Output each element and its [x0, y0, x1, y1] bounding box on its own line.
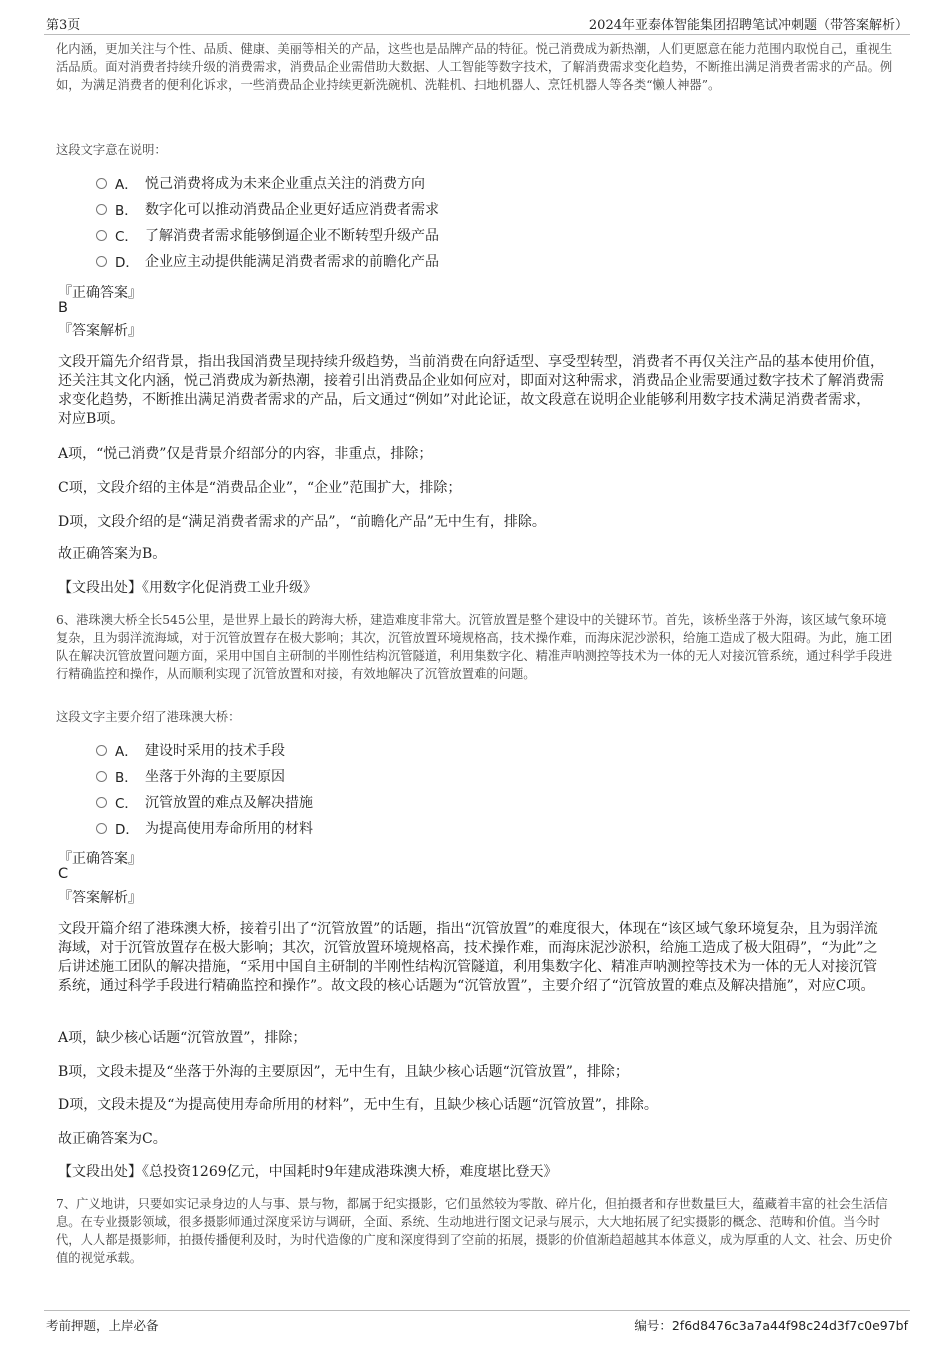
q6-option-c[interactable]: C． 沉管放置的难点及解决措施 — [96, 789, 313, 815]
q6-correct-answer: C — [58, 866, 69, 882]
page-number: 第3页 — [46, 18, 81, 33]
q6-line-a: A项，缺少核心话题“沉管放置”，排除； — [58, 1030, 307, 1046]
q5-option-c[interactable]: C． 了解消费者需求能够倒逼企业不断转型升级产品 — [96, 222, 439, 248]
q5-passage: 化内涵，更加关注与个性、品质、健康、美丽等相关的产品，这些也是品牌产品的特征。悦己消费成为新热潮，人们更愿意在能力范围内取悦自己，重视生活品质。面对消费者持续升级的消费需求，消费品企业需借助大数据、人工智能等数字技术，了解消费需求变化趋势，不断推出满足消费者需求的产品。例如，为满足消费者的便利化诉求，一些消费品企业持续更新洗碗机、洗鞋机、扫地机器人、烹饪机器人等各类“懒人神器”。 — [56, 42, 893, 92]
q5-final-answer: 故正确答案为B。 — [58, 546, 167, 562]
radio-icon[interactable] — [96, 204, 107, 215]
document-code-label: 编号： — [634, 1318, 672, 1333]
q5-prompt: 这段文字意在说明： — [56, 143, 167, 157]
q6-passage: 6、港珠澳大桥全长545公里，是世界上最长的跨海大桥，建造难度非常大。沉管放置是整个建设中的关键环节。首先，该桥坐落于外海，该区域气象环境复杂，且为弱洋流海域，对于沉管放置存在极大影响；其次，沉管放置环境规格高，技术操作难，而海床泥沙淤积，给施工造成了极大阻碍。为此，施工团队在解决沉管放置问题方面，采用中国自主研制的半刚性结构沉管隧道，利用集数字化、精准声呐测控等技术为一体的无人对接沉管系统，通过科学手段进行精确监控和操作，从而顺利实现了沉管放置和对接，有效地解决了沉管放置难的问题。 — [56, 613, 893, 681]
q5-analysis-label: 『答案解析』 — [58, 323, 142, 339]
q6-option-a[interactable]: A． 建设时采用的技术手段 — [96, 737, 313, 763]
q5-option-b[interactable]: B． 数字化可以推动消费品企业更好适应消费者需求 — [96, 196, 439, 222]
q6-analysis-label: 『答案解析』 — [58, 890, 142, 906]
document-code-value: 2f6d8476c3a7a44f98c24d3f7c0e97bf — [671, 1318, 908, 1333]
radio-icon[interactable] — [96, 230, 107, 241]
q6-final-answer: 故正确答案为C。 — [58, 1131, 167, 1147]
radio-icon[interactable] — [96, 823, 107, 834]
q5-line-d: D项，文段介绍的是“满足消费者需求的产品”，“前瞻化产品”无中生有，排除。 — [58, 514, 546, 530]
q5-option-a[interactable]: A． 悦己消费将成为未来企业重点关注的消费方向 — [96, 170, 439, 196]
radio-icon[interactable] — [96, 745, 107, 756]
document-title: 2024年亚泰体智能集团招聘笔试冲刺题（带答案解析） — [588, 18, 908, 33]
page-footer — [44, 1310, 910, 1337]
q6-prompt: 这段文字主要介绍了港珠澳大桥： — [56, 710, 241, 724]
radio-icon[interactable] — [96, 797, 107, 808]
q5-line-c: C项，文段介绍的主体是“消费品企业”，“企业”范围扩大，排除； — [58, 480, 462, 496]
page-header — [44, 12, 910, 35]
q6-analysis: 文段开篇介绍了港珠澳大桥，接着引出了“沉管放置”的话题，指出“沉管放置”的难度很大，体现在“该区域气象环境复杂，且为弱洋流海域，对于沉管放置存在极大影响；其次，沉管放置环境规格高，技术操作难，而海床泥沙淤积，给施工造成了极大阻碍”，“为此”之后讲述施工团队的解决措施，“采用中国自主研制的半刚性结构沉管隧道，利用集数字化、精准声呐测控等技术为一体的无人对接沉管系统，通过科学手段进行精确监控和操作”。故文段的核心话题为“沉管放置”，主要介绍了“沉管放置的难点及解决措施”，对应C项。 — [58, 921, 878, 994]
q5-options — [96, 170, 439, 274]
radio-icon[interactable] — [96, 256, 107, 267]
q5-line-a: A项，“悦己消费”仅是背景介绍部分的内容，非重点，排除； — [58, 446, 433, 462]
q6-correct-label: 『正确答案』 — [58, 851, 142, 867]
q6-option-d[interactable]: D． 为提高使用寿命所用的材料 — [96, 815, 313, 841]
radio-icon[interactable] — [96, 771, 107, 782]
q7-passage: 7、广义地讲，只要如实记录身边的人与事、景与物，都属于纪实摄影，它们虽然较为零散、碎片化，但拍摄者和存世数量巨大，蕴藏着丰富的社会生活信息。在专业摄影领域，很多摄影师通过深度采访与调研，全面、系统、生动地进行图文记录与展示，大大地拓展了纪实摄影的概念、范畴和价值。当今时代，人人都是摄影师，拍摄传播便利及时，为时代造像的广度和深度得到了空前的拓展，摄影的价值渐趋超越其本体意义，成为厚重的人文、社会、历史价值的视觉承载。 — [56, 1197, 893, 1265]
q6-option-b[interactable]: B． 坐落于外海的主要原因 — [96, 763, 313, 789]
q6-options — [96, 737, 313, 841]
q6-line-b: B项，文段未提及“坐落于外海的主要原因”，无中生有，且缺少核心话题“沉管放置”，排除； — [58, 1064, 629, 1080]
q5-correct-label: 『正确答案』 — [58, 285, 142, 301]
q5-option-d[interactable]: D． 企业应主动提供能满足消费者需求的前瞻化产品 — [96, 248, 439, 274]
q6-line-d: D项，文段未提及“为提高使用寿命所用的材料”，无中生有，且缺少核心话题“沉管放置”，排除。 — [58, 1097, 658, 1113]
radio-icon[interactable] — [96, 178, 107, 189]
q5-correct-answer: B — [58, 300, 68, 316]
document-code — [634, 1316, 908, 1334]
q6-source: 【文段出处】《总投资1269亿元，中国耗时9年建成港珠澳大桥，难度堪比登天》 — [58, 1164, 558, 1180]
footer-slogan: 考前押题，上岸必备 — [46, 1318, 159, 1333]
q5-analysis: 文段开篇先介绍背景，指出我国消费呈现持续升级趋势，当前消费在向舒适型、享受型转型，消费者不再仅关注产品的基本使用价值，还关注其文化内涵，悦己消费成为新热潮，接着引出消费品企业如何应对，即面对这种需求，消费品企业需要通过数字技术了解消费需求变化趋势，不断推出满足消费者需求的产品，后文通过“例如”对此论证，故文段意在说明企业能够利用数字技术满足消费者需求，对应B项。 — [58, 354, 884, 427]
q5-source: 【文段出处】《用数字化促消费工业升级》 — [58, 580, 317, 596]
